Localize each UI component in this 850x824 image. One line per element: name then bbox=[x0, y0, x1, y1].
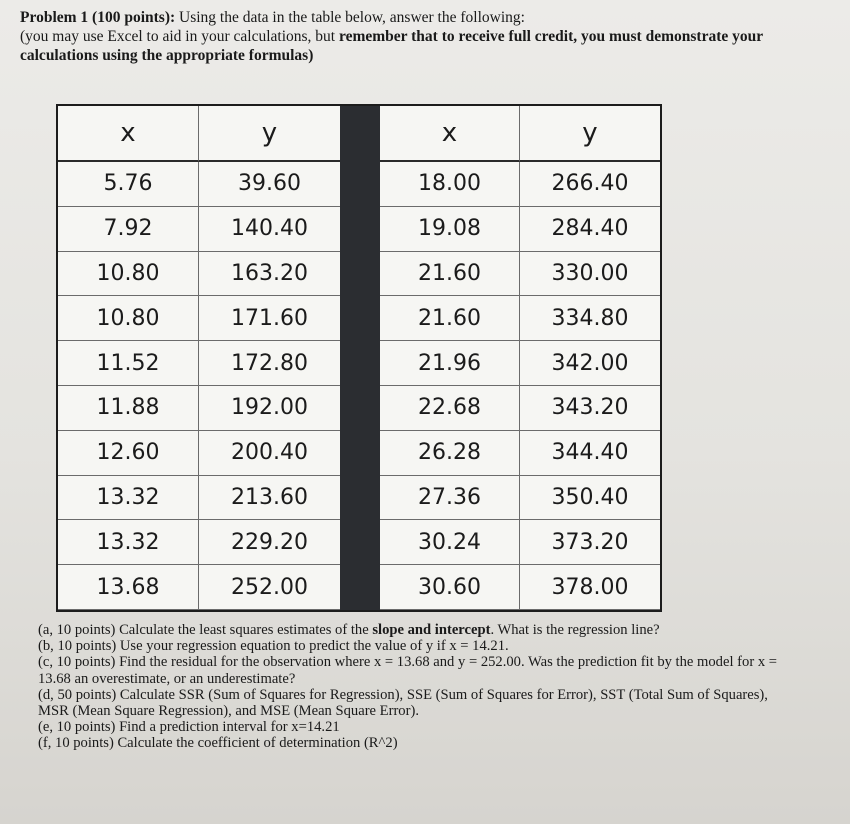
header-line-1 bbox=[20, 8, 830, 27]
cell-x: 27.36 bbox=[380, 476, 520, 521]
cell-y: 172.80 bbox=[199, 341, 340, 386]
cell-y: 163.20 bbox=[199, 252, 340, 297]
header-y-right: y bbox=[520, 106, 660, 162]
cell-x: 18.00 bbox=[380, 162, 520, 207]
question-a-emphasis: slope and intercept bbox=[372, 622, 491, 638]
cell-x: 11.52 bbox=[58, 341, 199, 386]
table-left-block bbox=[58, 106, 340, 610]
cell-y: 342.00 bbox=[520, 341, 660, 386]
cell-x: 10.80 bbox=[58, 252, 199, 297]
cell-y: 350.40 bbox=[520, 476, 660, 521]
cell-y: 192.00 bbox=[199, 386, 340, 431]
cell-x: 5.76 bbox=[58, 162, 199, 207]
question-f: (f, 10 points) Calculate the coefficient of determination (R^2) bbox=[38, 735, 398, 752]
cell-y: 252.00 bbox=[199, 565, 340, 610]
cell-y: 373.20 bbox=[520, 520, 660, 565]
header-y-left: y bbox=[199, 106, 340, 162]
header-x-right: x bbox=[380, 106, 520, 162]
problem-header bbox=[20, 8, 830, 65]
cell-y: 266.40 bbox=[520, 162, 660, 207]
question-list bbox=[38, 622, 798, 752]
cell-x: 30.24 bbox=[380, 520, 520, 565]
cell-x: 22.68 bbox=[380, 386, 520, 431]
cell-y: 200.40 bbox=[199, 431, 340, 476]
cell-y: 343.20 bbox=[520, 386, 660, 431]
problem-title: Problem 1 (100 points): bbox=[20, 9, 176, 26]
cell-x: 21.96 bbox=[380, 341, 520, 386]
cell-y: 213.60 bbox=[199, 476, 340, 521]
cell-y: 39.60 bbox=[199, 162, 340, 207]
cell-x: 26.28 bbox=[380, 431, 520, 476]
excel-note: (you may use Excel to aid in your calculations, but bbox=[20, 28, 339, 45]
cell-y: 171.60 bbox=[199, 296, 340, 341]
question-a bbox=[38, 622, 798, 638]
cell-y: 284.40 bbox=[520, 207, 660, 252]
question-c: (c, 10 points) Find the residual for the observation where x = 13.68 and y = 252.00. Was the prediction fit by the model for x = 13.68 an overestimate, or an underestimate? bbox=[38, 654, 778, 687]
cell-x: 7.92 bbox=[58, 207, 199, 252]
cell-y: 378.00 bbox=[520, 565, 660, 610]
cell-y: 140.40 bbox=[199, 207, 340, 252]
credit-note: remember that to receive full credit, you must demonstrate your calculations using the appropriate formulas) bbox=[20, 28, 763, 64]
cell-x: 21.60 bbox=[380, 296, 520, 341]
header-x-left: x bbox=[58, 106, 199, 162]
cell-y: 330.00 bbox=[520, 252, 660, 297]
cell-x: 30.60 bbox=[380, 565, 520, 610]
cell-y: 229.20 bbox=[199, 520, 340, 565]
table-divider bbox=[340, 106, 380, 610]
cell-x: 10.80 bbox=[58, 296, 199, 341]
cell-x: 21.60 bbox=[380, 252, 520, 297]
data-table bbox=[56, 104, 662, 612]
problem-instruction: Using the data in the table below, answer the following: bbox=[175, 9, 525, 26]
question-a-end: . What is the regression line? bbox=[490, 622, 660, 638]
question-b: (b, 10 points) Use your regression equation to predict the value of y if x = 14.21. bbox=[38, 638, 509, 655]
cell-x: 13.32 bbox=[58, 520, 199, 565]
cell-y: 334.80 bbox=[520, 296, 660, 341]
question-d: (d, 50 points) Calculate SSR (Sum of Squares for Regression), SSE (Sum of Squares for Error), SST (Total Sum of Squares), MSR (Mean Square Regression), and MSE (Mean Square Error). bbox=[38, 686, 768, 720]
cell-x: 11.88 bbox=[58, 386, 199, 431]
cell-x: 19.08 bbox=[380, 207, 520, 252]
header-line-2 bbox=[20, 27, 830, 65]
table-right-block bbox=[380, 106, 660, 610]
cell-y: 344.40 bbox=[520, 431, 660, 476]
cell-x: 13.32 bbox=[58, 476, 199, 521]
question-a-start: (a, 10 points) Calculate the least squares estimates of the bbox=[38, 622, 373, 638]
cell-x: 13.68 bbox=[58, 565, 199, 610]
question-e: (e, 10 points) Find a prediction interval for x=14.21 bbox=[38, 719, 340, 736]
cell-x: 12.60 bbox=[58, 431, 199, 476]
